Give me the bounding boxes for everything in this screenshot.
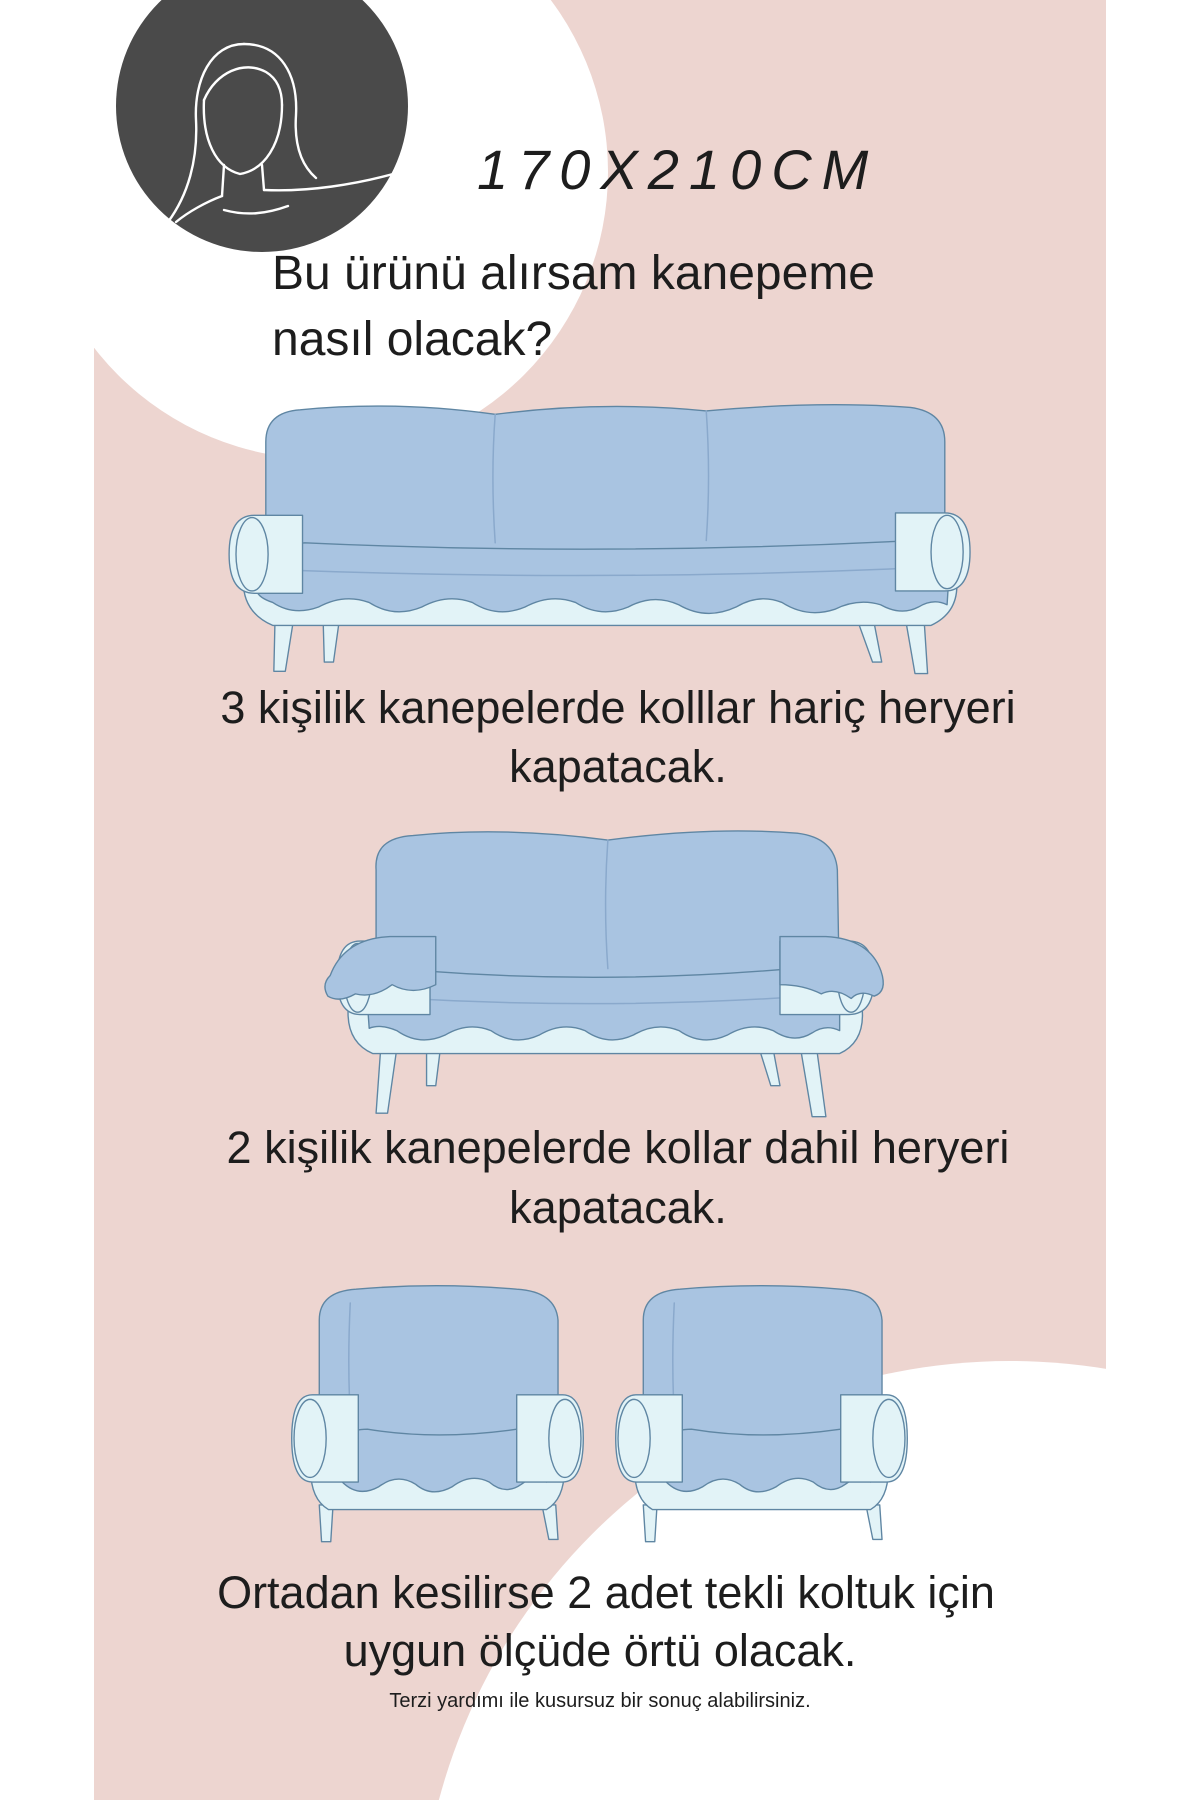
armchair-icon xyxy=(287,1280,588,1544)
armchair-arm-right xyxy=(517,1395,584,1482)
sofa-legs xyxy=(274,621,928,674)
sofa-legs xyxy=(376,1049,826,1117)
sofa-arm-left xyxy=(229,515,302,593)
armchair-legs xyxy=(319,1505,558,1542)
armchair-legs xyxy=(643,1505,882,1542)
size-label: 170X210CM xyxy=(477,138,879,201)
armchair-arm-left xyxy=(616,1395,683,1482)
two-seat-sofa-icon xyxy=(321,824,889,1119)
section-1-line-1: 3 kişilik kanepelerde kolllar hariç heryeri xyxy=(220,682,1016,733)
woman-avatar-icon xyxy=(116,0,408,252)
three-seat-sofa-icon xyxy=(224,396,974,677)
footnote: Terzi yardımı ile kusursuz bir sonuç alabilirsiniz. xyxy=(389,1690,811,1712)
armchair-seat-cover xyxy=(655,1429,871,1492)
sofa-arm-left xyxy=(325,937,436,1015)
question-line-1: Bu ürünü alırsam kanepeme xyxy=(272,247,875,300)
sofa-arm-right xyxy=(780,937,883,1015)
armchair-arm-left xyxy=(292,1395,359,1482)
armchair-seat-cover xyxy=(331,1429,547,1492)
section-3-line-1: Ortadan kesilirse 2 adet tekli koltuk için xyxy=(217,1567,995,1618)
sofa-arm-right xyxy=(895,513,970,591)
section-1-line-2: kapatacak. xyxy=(509,741,727,792)
section-2-line-1: 2 kişilik kanepelerde kollar dahil heryeri xyxy=(226,1122,1010,1173)
section-3-line-2: uygun ölçüde örtü olacak. xyxy=(343,1625,857,1676)
section-2-line-2: kapatacak. xyxy=(509,1182,727,1233)
armchair-arm-right xyxy=(841,1395,908,1482)
question-line-2: nasıl olacak? xyxy=(272,313,553,366)
armchair-icon xyxy=(611,1280,912,1544)
